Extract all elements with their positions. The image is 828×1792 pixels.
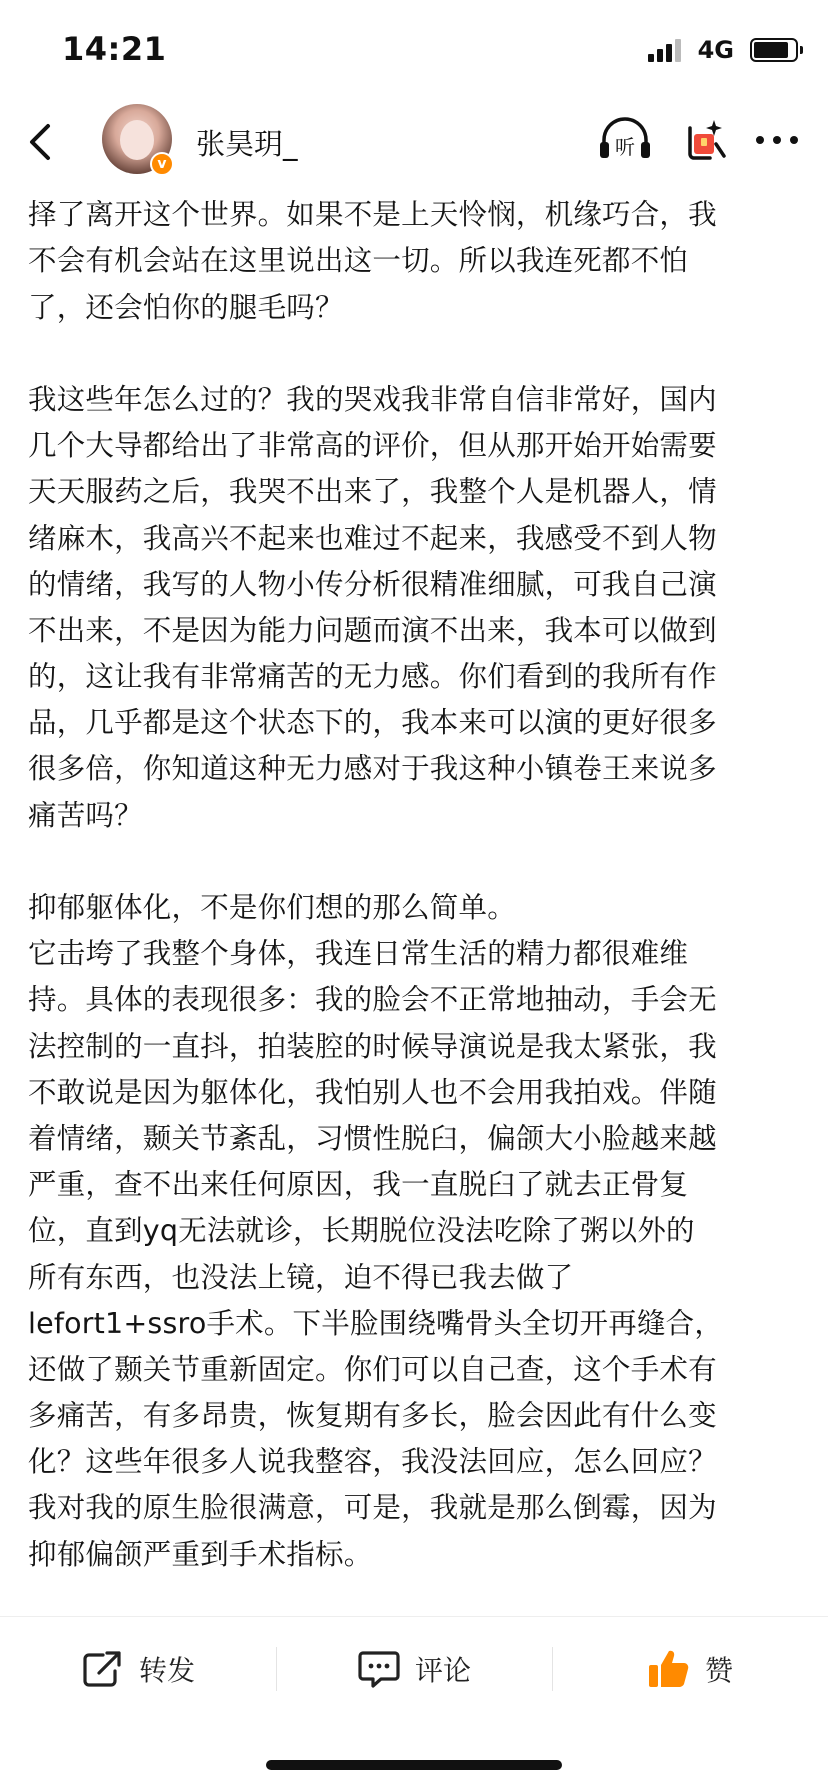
- gift-icon[interactable]: [680, 114, 728, 164]
- paragraph-gap: [28, 839, 800, 885]
- article-line: 抑郁躯体化，不是你们想的那么简单。: [28, 891, 516, 924]
- comment-button[interactable]: [276, 1617, 552, 1721]
- battery-icon: [750, 38, 798, 62]
- article-line: 的情绪，我写的人物小传分析很精准细腻，可我自己演: [28, 567, 717, 601]
- like-label: 赞: [704, 1654, 733, 1687]
- article-line: 它击垮了我整个身体，我连日常生活的精力都很难维: [28, 937, 689, 971]
- comment-label: 评论: [414, 1654, 471, 1687]
- article-line: 我对我的原生脸很满意，可是，我就是那么倒霉，因为: [28, 1491, 717, 1525]
- article-line: 着情绪，颞关节紊乱，习惯性脱臼，偏颌大小脸越来越: [28, 1121, 717, 1155]
- article-line: 位，直到yq无法就诊，长期脱位没法吃除了粥以外的: [28, 1214, 695, 1248]
- article-line: 不敢说是因为躯体化，我怕别人也不会用我拍戏。伴随: [28, 1075, 717, 1109]
- article-line: 天天服药之后，我哭不出来了，我整个人是机器人，情: [28, 475, 717, 509]
- comment-icon: [357, 1649, 401, 1689]
- user-name[interactable]: 张昊玥_: [196, 127, 298, 161]
- article-line: 不出来，不是因为能力问题而演不出来，我本可以做到: [28, 613, 717, 647]
- article-line: 很多倍，你知道这种无力感对于我这种小镇卷王来说多: [28, 752, 717, 786]
- listen-label: 听: [615, 135, 635, 159]
- more-icon[interactable]: [752, 120, 802, 160]
- article-line: 品，几乎都是这个状态下的，我本来可以演的更好很多: [28, 706, 717, 740]
- avatar[interactable]: [102, 104, 172, 174]
- verified-badge: v: [150, 152, 174, 176]
- network-label: 4G: [697, 36, 734, 64]
- home-indicator: [266, 1760, 562, 1770]
- article-line: 择了离开这个世界。如果不是上天怜悯，机缘巧合，我: [28, 198, 717, 232]
- article-line: 绪麻木，我高兴不起来也难过不起来，我感受不到人物: [28, 521, 717, 555]
- paragraph-gap: [28, 331, 800, 377]
- status-indicators: [648, 36, 798, 64]
- article-line: 了，还会怕你的腿毛吗？: [28, 290, 344, 324]
- like-icon: [647, 1647, 691, 1691]
- article-line: 所有东西，也没法上镜，迫不得已我去做了: [28, 1260, 574, 1294]
- article-line: 几个大导都给出了非常高的评价，但从那开始开始需要: [28, 429, 717, 463]
- action-bar: [0, 1616, 828, 1721]
- article-line: 持。具体的表现很多：我的脸会不正常地抽动，手会无: [28, 983, 717, 1017]
- like-button[interactable]: [552, 1617, 828, 1721]
- article-text: [28, 184, 800, 1578]
- article-line: [28, 184, 800, 192]
- listen-icon[interactable]: [596, 116, 654, 164]
- article-line: 法控制的一直抖，拍装腔的时候导演说是我太紧张，我: [28, 1029, 717, 1063]
- nav-header: [0, 100, 828, 184]
- repost-icon: [81, 1649, 125, 1689]
- back-icon[interactable]: [22, 120, 62, 164]
- article-body: [28, 184, 800, 1616]
- article-line: 严重，查不出来任何原因，我一直脱臼了就去正骨复: [28, 1168, 689, 1202]
- article-line: 痛苦吗？: [28, 798, 143, 832]
- article-line: 不会有机会站在这里说出这一切。所以我连死都不怕: [28, 244, 689, 278]
- article-line: 的，这让我有非常痛苦的无力感。你们看到的我所有作: [28, 660, 717, 694]
- repost-label: 转发: [138, 1654, 195, 1687]
- article-line: lefort1+ssro手术。下半脸围绕嘴骨头全切开再缝合，: [28, 1306, 724, 1340]
- signal-icon: [648, 38, 684, 62]
- repost-button[interactable]: [0, 1617, 276, 1721]
- article-line: 多痛苦，有多昂贵，恢复期有多长，脸会因此有什么变: [28, 1399, 717, 1433]
- avatar-face: [120, 120, 154, 160]
- status-time: 14:21: [62, 30, 167, 68]
- article-line: 抑郁偏颌严重到手术指标。: [28, 1537, 373, 1571]
- article-line: 化？这些年很多人说我整容，我没法回应，怎么回应？: [28, 1445, 717, 1479]
- article-line: 我这些年怎么过的？我的哭戏我非常自信非常好，国内: [28, 382, 717, 416]
- status-bar: [0, 0, 828, 100]
- article-line: 还做了颞关节重新固定。你们可以自己查，这个手术有: [28, 1352, 717, 1386]
